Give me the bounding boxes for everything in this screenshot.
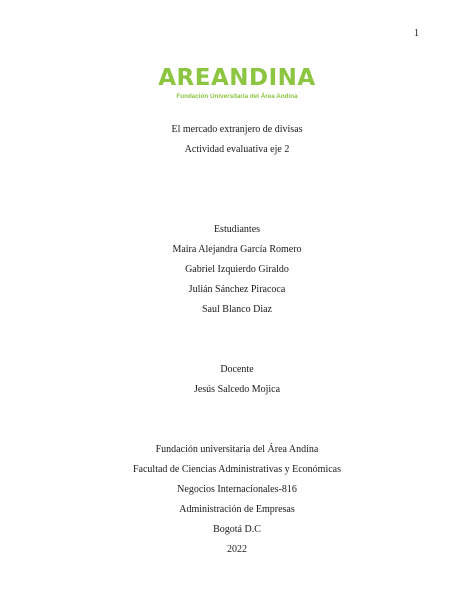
university-name: Fundación universitaria del Área Andina: [155, 444, 319, 455]
document-title: El mercado extranjero de divisas: [171, 124, 303, 135]
faculty-name: Facultad de Ciencias Administrativas y Económicas: [132, 464, 341, 475]
program-name: Administración de Empresas: [179, 504, 295, 515]
logo-tagline: Fundación Universitaria del Área Andina: [176, 93, 298, 100]
logo-wordmark: AREANDINA: [158, 65, 316, 91]
student-name: Saul Blanco Diaz: [202, 304, 272, 315]
teacher-heading: Docente: [220, 364, 254, 375]
student-name: Gabriel Izquierdo Giraldo: [185, 264, 289, 275]
year: 2022: [227, 544, 247, 555]
areandina-logo: [0, 67, 474, 100]
student-name: Maira Alejandra García Romero: [172, 244, 302, 255]
city: Bogotá D.C: [213, 524, 261, 535]
activity-subtitle: Actividad evaluativa eje 2: [184, 144, 290, 155]
course-name: Negocios Internacionales-816: [177, 484, 297, 495]
page-number: 1: [414, 28, 419, 39]
students-heading: Estudiantes: [213, 224, 261, 235]
student-name: Julián Sánchez Piracoca: [188, 284, 286, 295]
teacher-name: Jesús Salcedo Mojica: [193, 384, 281, 395]
